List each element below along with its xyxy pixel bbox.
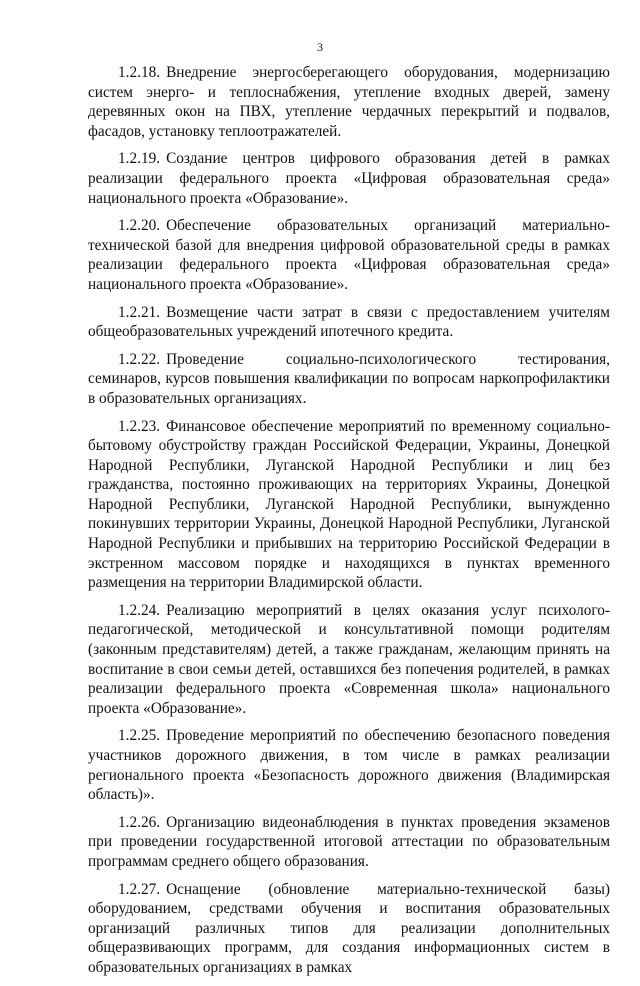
paragraph-1-2-22 <box>88 350 610 409</box>
paragraph-number: 1.2.21. <box>118 303 161 321</box>
paragraph-number: 1.2.27. <box>118 880 161 898</box>
paragraph-number: 1.2.20. <box>118 217 161 235</box>
paragraph-number: 1.2.24. <box>118 601 161 619</box>
page-number: 3 <box>317 40 323 54</box>
paragraph-number: 1.2.25. <box>118 727 161 745</box>
paragraph-text: Проведение мероприятий по обеспечению безопасного поведения участников дорожного движения, в том числе в рамках реализации регионального проекта «Безопасность дорожного движения (Владимирская область)». <box>88 727 610 804</box>
paragraph-text: Создание центров цифрового образования детей в рамках реализации федерального проекта «Цифровая образовательная среда» национального проекта «Образование». <box>88 150 610 207</box>
paragraph-number: 1.2.19. <box>118 150 161 168</box>
paragraph-text: Организацию видеонаблюдения в пунктах проведения экзаменов при проведении государственной итоговой аттестации по образовательным программам среднего общего образования. <box>88 813 610 870</box>
paragraph-number: 1.2.18. <box>118 64 161 81</box>
paragraph-text: Обеспечение образовательных организаций материально-технической базой для внедрения цифровой образовательной среды в рамках реализации федерального проекта «Цифровая образовательная среда» национального проекта «Образование». <box>88 217 610 293</box>
paragraph-1-2-19 <box>88 149 610 208</box>
paragraph-number: 1.2.26. <box>118 813 161 831</box>
paragraph-text: Возмещение части затрат в связи с предоставлением учителям общеобразовательных учреждений ипотечного кредита. <box>88 303 610 341</box>
paragraph-1-2-27 <box>88 880 610 978</box>
paragraph-text: Внедрение энергосберегающего оборудования, модернизацию систем энерго- и теплоснабжения, утепление входных дверей, замену деревянных окон на ПВХ, утепление чердачных перекрытий и подвалов, фасадов, установку теплоотражателей. <box>88 64 610 140</box>
paragraph-number: 1.2.23. <box>118 417 161 435</box>
document-body <box>88 63 610 986</box>
paragraph-number: 1.2.22. <box>118 350 161 368</box>
paragraph-1-2-23 <box>88 417 610 593</box>
paragraph-1-2-24 <box>88 601 610 719</box>
paragraph-1-2-20 <box>88 216 610 294</box>
paragraph-1-2-21 <box>88 303 610 342</box>
paragraph-text: Финансовое обеспечение мероприятий по временному социально-бытовому обустройству граждан Российской Федерации, Украины, Донецкой Народной Республики, Луганской Народной Республики и лиц без гражданства, постоянно проживающих на территориях Украины, Донецкой Народной Республики, Луганской Народной Республики, вынужденно покинувших территории Украины, Донецкой Народной Республики, Луганской Народной Республики и прибывших на территорию Российской Федерации в экстренном массовом порядке и находящихся в пунктах временного размещения на территории Владимирской области. <box>88 417 610 592</box>
paragraph-1-2-26 <box>88 813 610 872</box>
paragraph-text: Проведение социально-психологического тестирования, семинаров, курсов повышения квалификации по вопросам наркопрофилактики в образовательных организациях. <box>88 350 610 407</box>
paragraph-text: Оснащение (обновление материально-технической базы) оборудованием, средствами обучения и воспитания образовательных организаций различных типов для реализации дополнительных общеразвивающих программ, для создания информационных систем в образовательных организациях в рамках <box>88 880 610 976</box>
paragraph-1-2-18 <box>88 63 610 141</box>
paragraph-text: Реализацию мероприятий в целях оказания услуг психолого-педагогической, методической и консультативной помощи родителям (законным представителям) детей, а также гражданам, желающим принять на воспитание в свои семьи детей, оставшихся без попечения родителей, в рамках реализации федерального проекта «Современная школа» национального проекта «Образование». <box>88 601 610 717</box>
paragraph-1-2-25 <box>88 726 610 804</box>
